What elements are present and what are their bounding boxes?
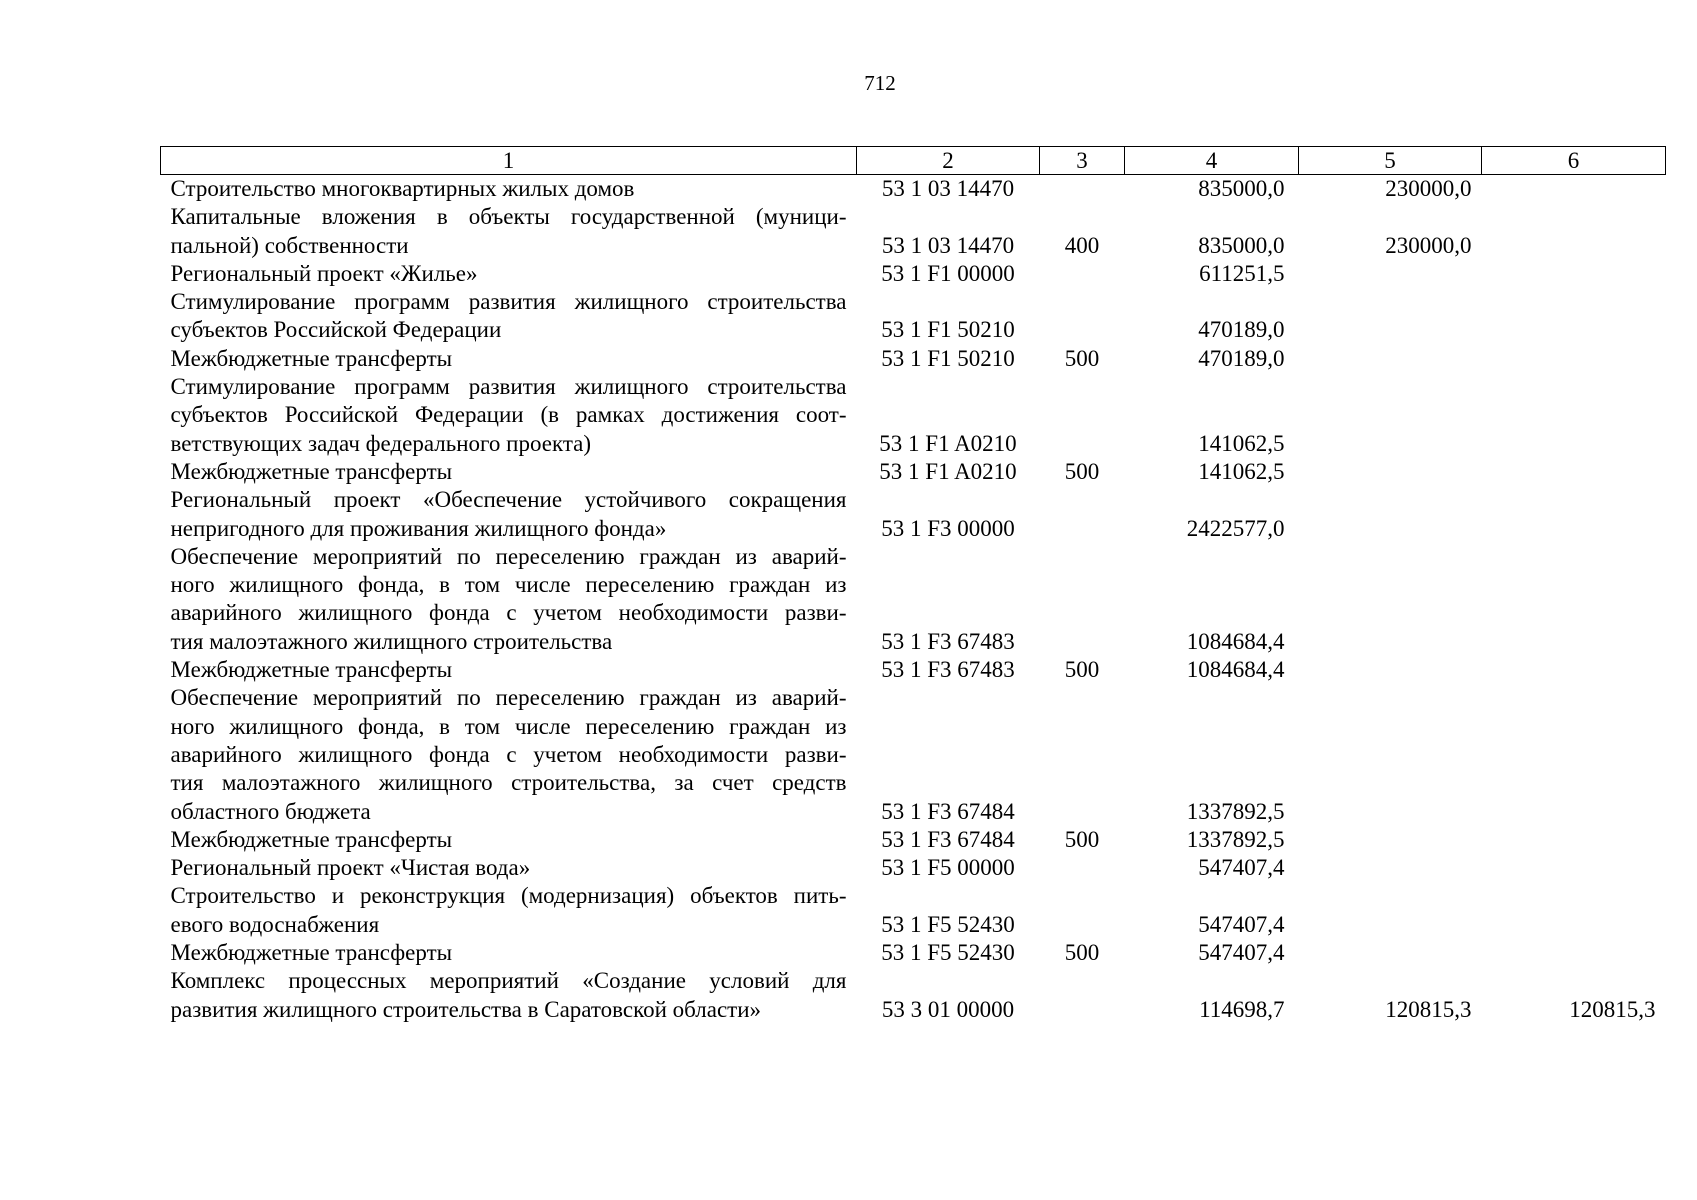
row-value-col5 <box>1299 260 1482 288</box>
row-value-col5 <box>1299 373 1482 458</box>
row-name <box>161 656 857 684</box>
row-value-col5: 230000,0 <box>1385 232 1472 258</box>
table-row <box>161 826 1666 854</box>
row-name <box>161 543 857 656</box>
header-row <box>161 147 1666 175</box>
row-value-col6 <box>1482 939 1666 967</box>
row-value-col4: 470189,0 <box>1198 317 1285 343</box>
row-code: 53 1 03 14470 <box>881 232 1015 258</box>
row-value-col5 <box>1299 882 1482 939</box>
row-name-line: субъектов Российской Федерации <box>170 317 502 343</box>
table-row <box>161 543 1666 656</box>
row-value-col4: 1337892,5 <box>1186 798 1285 824</box>
table-row <box>161 458 1666 486</box>
row-value-col5 <box>1299 345 1482 373</box>
header-cell: 3 <box>1040 147 1125 175</box>
row-name <box>161 684 857 825</box>
row-expense-type <box>1040 175 1125 204</box>
row-value-col6 <box>1482 826 1666 854</box>
row-name-line: Строительство многоквартирных жилых домов <box>170 176 635 201</box>
row-name <box>161 854 857 882</box>
table-row <box>161 684 1666 825</box>
row-value-col5 <box>1299 939 1482 967</box>
row-name <box>161 373 857 458</box>
row-value-col4: 835000,0 <box>1198 232 1285 258</box>
row-value-col6 <box>1482 854 1666 882</box>
row-expense-type: 500 <box>1064 940 1100 966</box>
header-cell: 6 <box>1482 147 1666 175</box>
row-name-line: тия малоэтажного жилищного строительства, за счет средств <box>170 770 847 796</box>
row-name-line: ного жилищного фонда, в том числе переселению граждан из <box>170 572 847 598</box>
row-expense-type: 500 <box>1064 826 1100 852</box>
row-expense-type <box>1040 882 1125 939</box>
table-row <box>161 882 1666 939</box>
row-value-col5: 120815,3 <box>1385 996 1472 1022</box>
row-value-col5 <box>1299 458 1482 486</box>
row-name-line: пальной) собственности <box>170 232 409 258</box>
row-code: 53 1 F1 50210 <box>881 345 1015 371</box>
header-cell: 1 <box>161 147 857 175</box>
header-cell: 2 <box>857 147 1040 175</box>
table-row <box>161 373 1666 458</box>
row-name-line: Обеспечение мероприятий по переселению граждан из аварий- <box>170 685 847 711</box>
row-name <box>161 882 857 939</box>
row-name-line: ного жилищного фонда, в том числе переселению граждан из <box>170 713 847 739</box>
row-value-col5 <box>1299 486 1482 543</box>
row-value-col4: 1084684,4 <box>1186 657 1285 683</box>
row-value-col5 <box>1299 684 1482 825</box>
row-expense-type: 500 <box>1064 657 1100 683</box>
row-name-line: Стимулирование программ развития жилищного строительства <box>170 374 847 400</box>
row-code: 53 1 F1 A0210 <box>879 430 1017 456</box>
row-name-line: Региональный проект «Обеспечение устойчивого сокращения <box>170 487 847 513</box>
row-code: 53 1 F3 67484 <box>881 826 1015 852</box>
row-value-col6: 120815,3 <box>1569 996 1656 1022</box>
table-row <box>161 288 1666 345</box>
row-name-line: Межбюджетные трансферты <box>170 940 453 966</box>
header-cell: 5 <box>1299 147 1482 175</box>
row-name-line: Межбюджетные трансферты <box>170 657 453 683</box>
row-name <box>161 939 857 967</box>
row-value-col4: 611251,5 <box>1199 260 1285 286</box>
table-row <box>161 260 1666 288</box>
row-name-line: евого водоснабжения <box>170 911 380 937</box>
row-expense-type <box>1040 260 1125 288</box>
row-code: 53 1 F3 67483 <box>881 628 1015 654</box>
row-value-col6 <box>1482 373 1666 458</box>
row-name-line: Региональный проект «Чистая вода» <box>170 855 531 881</box>
row-name <box>161 288 857 345</box>
row-value-col6 <box>1482 486 1666 543</box>
row-code: 53 3 01 00000 <box>881 996 1015 1022</box>
row-name-line: Обеспечение мероприятий по переселению граждан из аварий- <box>170 543 847 569</box>
row-name-line: областного бюджета <box>170 798 371 824</box>
row-name-line: ветствующих задач федерального проекта) <box>170 430 592 456</box>
row-name-line: Региональный проект «Жилье» <box>170 260 478 286</box>
row-name-line: непригодного для проживания жилищного фонда» <box>170 515 667 541</box>
row-value-col5: 230000,0 <box>1385 176 1472 201</box>
row-value-col6 <box>1482 684 1666 825</box>
row-name-line: Капитальные вложения в объекты государственной (муници- <box>170 204 847 230</box>
row-value-col6 <box>1482 175 1666 204</box>
row-code: 53 1 F1 A0210 <box>879 458 1017 484</box>
row-code: 53 1 F5 00000 <box>881 855 1015 881</box>
row-value-col5 <box>1299 826 1482 854</box>
row-value-col6 <box>1482 288 1666 345</box>
row-value-col6 <box>1482 458 1666 486</box>
table-row <box>161 345 1666 373</box>
row-name-line: тия малоэтажного жилищного строительства <box>170 628 613 654</box>
row-name <box>161 203 857 260</box>
row-value-col6 <box>1482 543 1666 656</box>
row-expense-type <box>1040 486 1125 543</box>
row-value-col5 <box>1299 854 1482 882</box>
row-code: 53 1 F3 67484 <box>881 798 1015 824</box>
row-value-col4: 835000,0 <box>1198 176 1285 201</box>
row-name-line: аварийного жилищного фонда с учетом необходимости разви- <box>170 741 847 767</box>
table-row <box>161 967 1666 1024</box>
row-name <box>161 458 857 486</box>
row-expense-type: 500 <box>1064 458 1100 484</box>
row-name <box>161 175 857 204</box>
row-name-line: Комплекс процессных мероприятий «Создание условий для <box>170 968 847 994</box>
row-name-line: Межбюджетные трансферты <box>170 826 453 852</box>
row-value-col4: 1084684,4 <box>1186 628 1285 654</box>
row-value-col6 <box>1482 345 1666 373</box>
row-value-col4: 470189,0 <box>1198 345 1285 371</box>
table-row <box>161 175 1666 204</box>
row-value-col4: 547407,4 <box>1198 855 1285 881</box>
row-code: 53 1 03 14470 <box>881 176 1015 201</box>
row-expense-type <box>1040 373 1125 458</box>
page-number: 712 <box>864 71 896 95</box>
row-name-line: субъектов Российской Федерации (в рамках достижения соот- <box>170 402 847 428</box>
table-row <box>161 203 1666 260</box>
row-value-col4: 114698,7 <box>1199 996 1285 1022</box>
row-expense-type: 400 <box>1064 232 1100 258</box>
row-expense-type: 500 <box>1064 345 1100 371</box>
row-name <box>161 260 857 288</box>
row-value-col4: 141062,5 <box>1198 430 1285 456</box>
row-name-line: Стимулирование программ развития жилищного строительства <box>170 289 847 315</box>
row-value-col4: 547407,4 <box>1198 911 1285 937</box>
row-expense-type <box>1040 288 1125 345</box>
row-value-col5 <box>1299 656 1482 684</box>
row-value-col6 <box>1482 260 1666 288</box>
row-code: 53 1 F5 52430 <box>881 940 1015 966</box>
row-code: 53 1 F3 00000 <box>881 515 1015 541</box>
table-row <box>161 939 1666 967</box>
row-code: 53 1 F5 52430 <box>881 911 1015 937</box>
row-name <box>161 486 857 543</box>
table-row <box>161 854 1666 882</box>
budget-table-container <box>160 146 1665 1024</box>
row-code: 53 1 F3 67483 <box>881 657 1015 683</box>
row-value-col4: 547407,4 <box>1198 940 1285 966</box>
row-value-col5 <box>1299 543 1482 656</box>
row-name-line: Строительство и реконструкция (модернизация) объектов пить- <box>170 883 847 909</box>
row-expense-type <box>1040 967 1125 1024</box>
row-value-col4: 1337892,5 <box>1186 826 1285 852</box>
row-name <box>161 826 857 854</box>
row-value-col5 <box>1299 288 1482 345</box>
table-row <box>161 486 1666 543</box>
row-expense-type <box>1040 854 1125 882</box>
table-body <box>161 175 1666 1024</box>
row-name <box>161 345 857 373</box>
row-name-line: развития жилищного строительства в Саратовской области» <box>170 996 762 1022</box>
row-value-col6 <box>1482 203 1666 260</box>
table-header <box>161 147 1666 175</box>
row-name <box>161 967 857 1024</box>
row-code: 53 1 F1 50210 <box>881 317 1015 343</box>
row-value-col4: 2422577,0 <box>1186 515 1285 541</box>
row-value-col4: 141062,5 <box>1198 458 1285 484</box>
row-expense-type <box>1040 543 1125 656</box>
row-name-line: Межбюджетные трансферты <box>170 345 453 371</box>
row-value-col6 <box>1482 882 1666 939</box>
row-code: 53 1 F1 00000 <box>881 260 1015 286</box>
budget-table <box>160 146 1666 1024</box>
header-cell: 4 <box>1125 147 1299 175</box>
row-name-line: Межбюджетные трансферты <box>170 458 453 484</box>
table-row <box>161 656 1666 684</box>
row-expense-type <box>1040 684 1125 825</box>
row-value-col6 <box>1482 656 1666 684</box>
row-name-line: аварийного жилищного фонда с учетом необходимости разви- <box>170 600 847 626</box>
